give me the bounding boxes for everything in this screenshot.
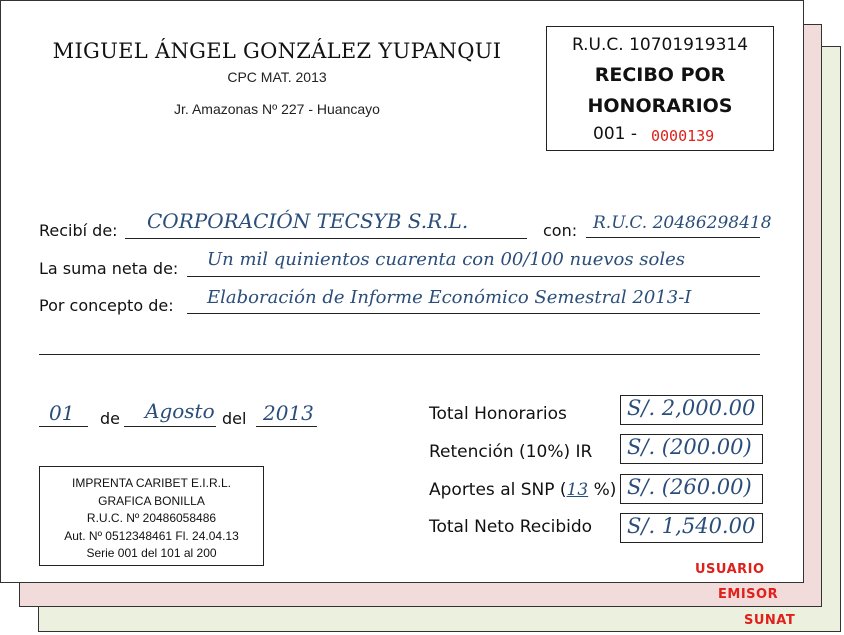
ruc-number: R.U.C. 10701919314 — [571, 35, 749, 55]
copy-label-sunat: SUNAT — [744, 613, 796, 628]
neto-label: Total Neto Recibido — [429, 517, 593, 537]
ruc-box — [546, 26, 774, 151]
issuer-name: MIGUEL ÁNGEL GONZÁLEZ YUPANQUI — [52, 39, 502, 63]
day-line — [39, 426, 88, 427]
printer-line-1: IMPRENTA CARIBET E.I.R.L. — [72, 476, 231, 490]
month-line — [124, 426, 216, 427]
snp-label — [429, 480, 616, 500]
snp-value: S/. (260.00) — [627, 475, 752, 499]
recibi-label: Recibí de: — [39, 221, 118, 240]
receipt-series: 001 - — [593, 124, 637, 144]
honorarios-box — [620, 395, 763, 425]
copy-label-usuario: USUARIO — [695, 562, 765, 577]
retencion-value: S/. (200.00) — [627, 435, 752, 459]
date-de-label: de — [100, 409, 120, 428]
retencion-box — [620, 434, 763, 464]
receipt-title-1: RECIBO POR — [594, 64, 726, 86]
copy-label-emisor: EMISOR — [718, 587, 779, 602]
recibi-value: CORPORACIÓN TECSYB S.R.L. — [147, 209, 469, 233]
printer-info-box — [39, 466, 264, 566]
suma-line — [187, 276, 760, 277]
neto-box — [620, 513, 763, 543]
printer-line-5: Serie 001 del 101 al 200 — [86, 546, 217, 560]
honorarios-label: Total Honorarios — [429, 404, 567, 424]
retencion-label: Retención (10%) IR — [429, 442, 593, 462]
recibi-line — [125, 238, 527, 239]
date-month: Agosto — [145, 399, 215, 423]
con-line — [586, 237, 760, 238]
neto-value: S/. 1,540.00 — [627, 514, 756, 538]
printer-line-2: GRAFICA BONILLA — [98, 493, 205, 508]
date-del-label: del — [222, 409, 247, 428]
honorarios-value: S/. 2,000.00 — [627, 396, 756, 420]
snp-box — [620, 474, 763, 504]
snp-label-pre: Aportes al SNP ( — [429, 480, 567, 500]
snp-percent: 13 — [566, 480, 589, 500]
receipt-title-2: HONORARIOS — [587, 95, 733, 117]
suma-value: Un mil quinientos cuarenta con 00/100 nuevos soles — [207, 249, 686, 270]
issuer-cpc: CPC MAT. 2013 — [227, 69, 327, 85]
snp-label-post: %) — [588, 480, 617, 500]
year-line — [256, 426, 317, 427]
concepto-label: Por concepto de: — [39, 296, 174, 315]
printer-line-4: Aut. Nº 0512348461 Fl. 24.04.13 — [64, 528, 239, 543]
date-year: 2013 — [263, 401, 314, 425]
con-label: con: — [543, 221, 578, 240]
date-day: 01 — [49, 401, 75, 425]
extra-line — [39, 354, 760, 355]
receipt-number: 0000139 — [651, 127, 715, 145]
issuer-address: Jr. Amazonas Nº 227 - Huancayo — [174, 101, 380, 117]
con-value: R.U.C. 20486298418 — [593, 213, 772, 233]
printer-line-3: R.U.C. Nº 20486058486 — [86, 511, 217, 525]
concepto-value: Elaboración de Informe Económico Semestral 2013-I — [207, 287, 692, 308]
concepto-line — [187, 313, 760, 314]
suma-label: La suma neta de: — [39, 259, 179, 278]
